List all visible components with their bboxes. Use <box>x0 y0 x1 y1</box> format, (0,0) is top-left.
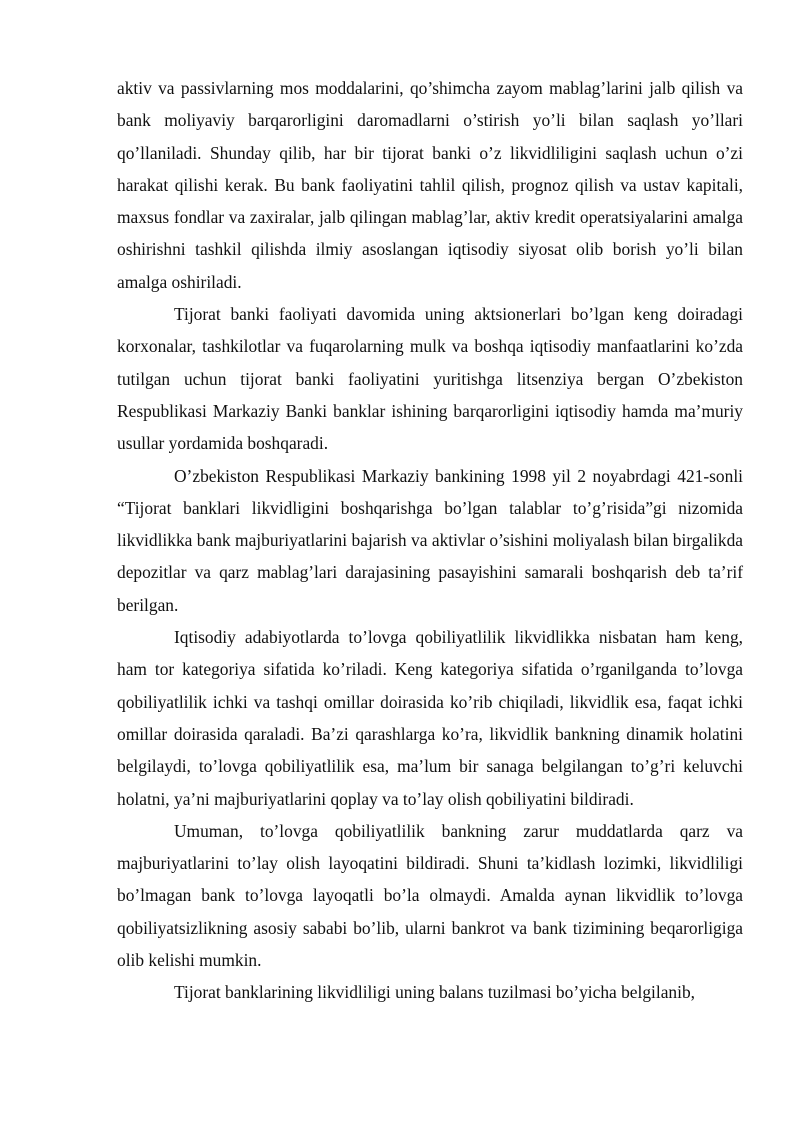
paragraph-balance-structure: Tijorat banklarining likvidliligi uning balans tuzilmasi bo’yicha belgilanib, <box>174 982 696 1003</box>
document-page <box>117 72 743 1009</box>
paragraph-bank-regulation: Tijorat banki faoliyati davomida uning aktsionerlari bo’lgan keng doiradagi korxonalar, tashkilotlar va fuqarolarning mulk va boshqa iqtisodiy manfaatlarini ko’zda tutilgan uchun tijorat banki faoliyatini yuritishga litsenziya bergan O’zbekiston Respublikasi Markaziy Banki banklar ishining barqarorligini iqtisodiy hamda ma’muriy usullar yordamida boshqaradi. <box>117 304 743 454</box>
paragraph-continuation: aktiv va passivlarning mos moddalarini, qo’shimcha zayom mablag’larini jalb qilish va bank moliyaviy barqarorligini daromadlarni o’stirish yo’li bilan saqlash yo’llari qo’llaniladi. Shunday qilib, har bir tijorat banki o’z likvidliligini saqlash uchun o’zi harakat qilishi kerak. Bu bank faoliyatini tahlil qilish, prognoz qilish va ustav kapitali, maxsus fondlar va zaxiralar, jalb qilingan mablag’lar, aktiv kredit operatsiyalarini amalga oshirishni tashkil qilishda ilmiy asoslangan iqtisodiy siyosat olib borish yo’li bilan amalga oshiriladi. <box>117 78 743 292</box>
paragraph-central-bank-regulation: O’zbekiston Respublikasi Markaziy bankining 1998 yil 2 noyabrdagi 421-sonli “Tijorat banklari likvidligini boshqarishga bo’lgan talablar to’g’risida”gi nizomida likvidlikka bank majburiyatlarini bajarish va aktivlar o’sishini moliyalash bilan birgalikda depozitlar va qarz mablag’lari darajasining pasayishini samarali boshqarish deb ta’rif berilgan. <box>117 465 743 615</box>
paragraph-solvency-definition: Umuman, to’lovga qobiliyatlilik bankning zarur muddatlarda qarz va majburiyatlarini to’lay olish layoqatini bildiradi. Shuni ta’kidlash lozimki, likvidliligi bo’lmagan bank to’lovga layoqatli bo’la olmaydi. Amalda aynan likvidlik to’lovga qobiliyatsizlikning asosiy sababi bo’lib, ularni bankrot va bank tizimining beqarorligiga olib kelishi mumkin. <box>117 820 743 971</box>
paragraph-solvency-liquidity: Iqtisodiy adabiyotlarda to’lovga qobiliyatlilik likvidlikka nisbatan ham keng, ham tor kategoriya sifatida ko’riladi. Keng kategoriya sifatida o’rganilganda to’lovga qobiliyatlilik ichki va tashqi omillar doirasida ko’rib chiqiladi, likvidlik esa, faqat ichki omillar doirasida qaraladi. Ba’zi qarashlarga ko’ra, likvidlik bankning dinamik holatini belgilaydi, to’lovga qobiliyatlilik esa, ma’lum bir sanaga belgilangan to’g’ri keluvchi holatni, ya’ni majburiyatlarini qoplay va to’lay olish qobiliyatini bildiradi. <box>117 627 743 809</box>
